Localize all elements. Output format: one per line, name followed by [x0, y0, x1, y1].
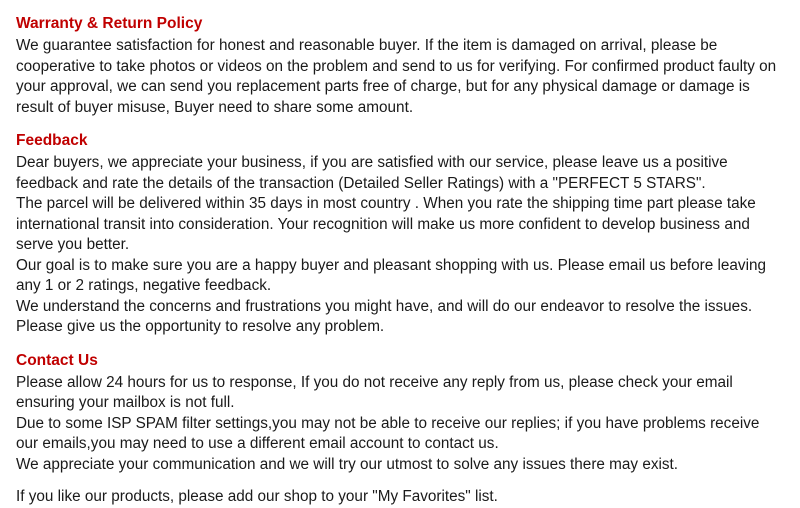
- section-body-feedback: [16, 153, 784, 338]
- section-body-warranty: [16, 36, 784, 118]
- section-body-contact: [16, 373, 784, 476]
- section-contact-us: [16, 351, 784, 476]
- paragraph: Please allow 24 hours for us to response, If you do not receive any reply from us, please check your email ensuring your mailbox is not full.: [16, 373, 733, 411]
- paragraph: Dear buyers, we appreciate your business, if you are satisfied with our service, please leave us a positive feedback and rate the details of the transaction (Detailed Seller Ratings) with a "PERFECT 5 STARS".: [16, 154, 728, 192]
- paragraph: We guarantee satisfaction for honest and reasonable buyer. If the item is damaged on arrival, please be cooperative to take photos or videos on the problem and send to us for verifying. For confirmed product faulty on your approval, we can send you replacement parts free of charge, but for any physical damage or damage is result of buyer misuse, Buyer need to share some amount.: [16, 37, 777, 116]
- paragraph: We appreciate your communication and we will try our utmost to solve any issues there may exist.: [16, 455, 679, 473]
- section-heading-warranty: Warranty & Return Policy: [16, 15, 203, 32]
- section-heading-contact: Contact Us: [16, 351, 98, 369]
- paragraph: The parcel will be delivered within 35 days in most country . When you rate the shipping time part please take international transit into consideration. Your recognition will make us more confident to develop business and serve you better.: [16, 195, 756, 253]
- spacer: [16, 475, 784, 487]
- spacer: [16, 338, 784, 351]
- paragraph: Due to some ISP SPAM filter settings,you may not be able to receive our replies; if you have problems receive our emails,you may need to use a different email account to contact us.: [16, 414, 760, 452]
- section-feedback: [16, 131, 784, 338]
- spacer: [16, 118, 784, 131]
- paragraph: Our goal is to make sure you are a happy buyer and pleasant shopping with us. Please email us before leaving any 1 or 2 ratings, negative feedback.: [16, 256, 766, 294]
- closing-note: If you like our products, please add our shop to your "My Favorites" list.: [16, 488, 498, 505]
- section-warranty-return-policy: [16, 14, 784, 118]
- paragraph: We understand the concerns and frustrations you might have, and will do our endeavor to resolve the issues. Please give us the opportunity to resolve any problem.: [16, 297, 753, 335]
- section-heading-feedback: Feedback: [16, 132, 88, 149]
